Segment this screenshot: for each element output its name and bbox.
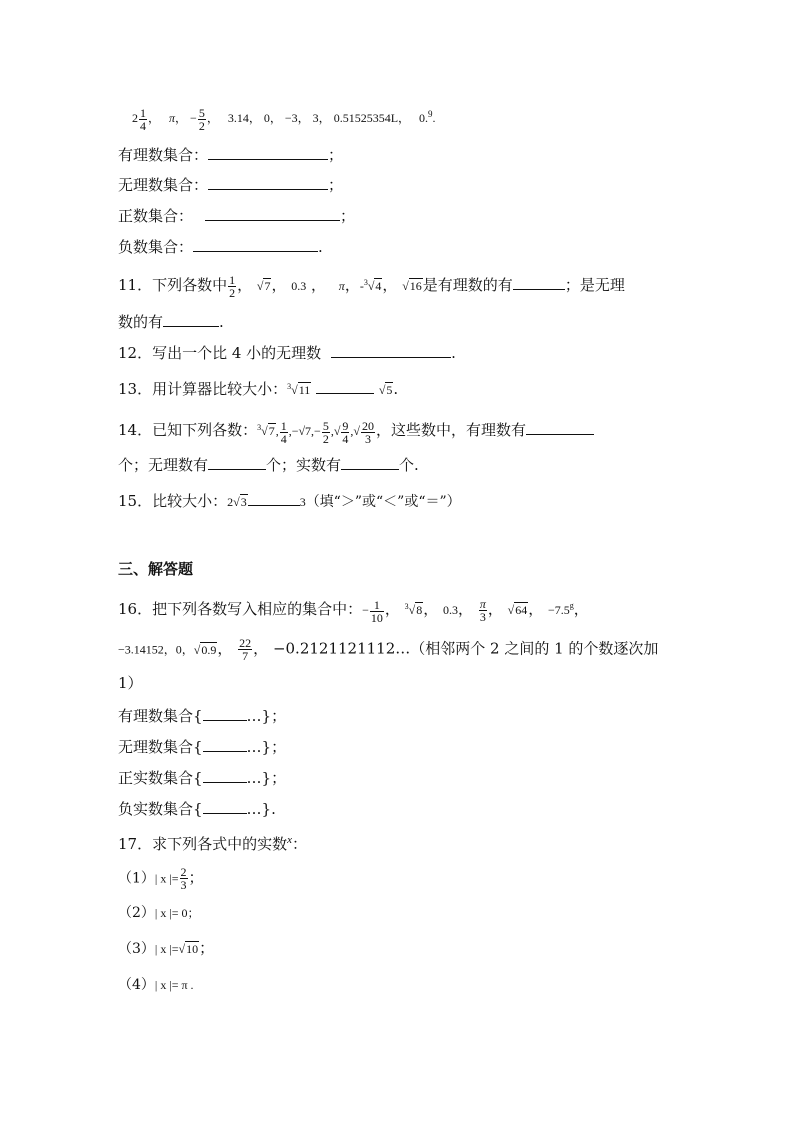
- section-title: 三、解答题: [118, 560, 194, 578]
- question-16-line3: 1）: [118, 674, 143, 692]
- question-14-line2: 个；无理数有 个；实数有 个.: [118, 456, 419, 474]
- set-irrational: 无理数集合{ …}；: [118, 738, 287, 756]
- q17-part1: （1）| x |= $\frac{2}{3}$ ；: [118, 865, 204, 892]
- q10-positive-set: 正数集合： ；: [118, 207, 356, 225]
- q17-part3: （3）| x |=√10；: [118, 939, 215, 957]
- question-17: 17．求下列各式中的实数$^x$：: [118, 834, 307, 853]
- answer-blank[interactable]: [316, 379, 374, 394]
- answer-blank[interactable]: [513, 275, 565, 290]
- answer-blank[interactable]: [203, 799, 247, 814]
- q17-part2: （2）| x |= 0；: [118, 905, 200, 921]
- answer-blank[interactable]: [163, 312, 219, 327]
- question-14: 14．已知下列各数：$^3$√7, $\frac{1}{4}$ ,−√7,− $\frac{5}{2}$ ,√ $\frac{9}{4}$ ,√ $\frac{20}{3}$ ，这些数中，有理数有: [118, 418, 594, 445]
- q10-irrational-set: 无理数集合： ；: [118, 176, 344, 194]
- set-negative: 负实数集合{ …}.: [118, 800, 276, 818]
- set-positive: 正实数集合{ …}；: [118, 769, 287, 787]
- answer-blank[interactable]: [341, 455, 399, 470]
- question-16: 16．把下列各数写入相应的集合中：− $\frac{1}{10}$ ， $^3$√8， 0.3， $\frac{\pi}{3}$ ， √64， −7.5$^g$，: [118, 596, 589, 625]
- question-15: 15．比较大小：2√3 3（填“＞”或“＜”或“＝”）: [118, 492, 461, 510]
- q10-negative-set: 负数集合： .: [118, 238, 323, 256]
- q10-numbers: 2 $\frac{1}{4}$ ， π， − $\frac{5}{2}$ ， 3.14， 0， −3， 3， 0.51525354L， 0.$^9$.: [132, 105, 436, 133]
- answer-blank[interactable]: [208, 175, 328, 190]
- question-13: 13．用计算器比较大小：$^3$√11 √5.: [118, 380, 399, 398]
- answer-blank[interactable]: [208, 145, 328, 160]
- question-12: 12．写出一个比 4 小的无理数 .: [118, 344, 456, 362]
- question-11: 11．下列各数中 $\frac{1}{2}$ ， √7， 0.3 ， π，-$^3$√4， √16是有理数的有 ；是无理: [118, 272, 625, 300]
- answer-blank[interactable]: [248, 491, 300, 506]
- answer-blank[interactable]: [205, 206, 340, 221]
- answer-blank[interactable]: [203, 768, 247, 783]
- question-11-line2: 数的有 .: [118, 313, 224, 331]
- answer-blank[interactable]: [331, 343, 451, 358]
- question-16-line2: −3.14152，0，√0.9， $\frac{22}{7}$ ， −0.2121121112…（相邻两个 2 之间的 1 的个数逐次加: [118, 636, 659, 663]
- q17-part4: （4）| x |= π .: [118, 977, 194, 993]
- answer-blank[interactable]: [203, 737, 247, 752]
- answer-blank[interactable]: [526, 420, 594, 435]
- answer-blank[interactable]: [193, 237, 318, 252]
- answer-blank[interactable]: [203, 706, 247, 721]
- set-rational: 有理数集合{ …}；: [118, 707, 287, 725]
- answer-blank[interactable]: [208, 455, 266, 470]
- q10-rational-set: 有理数集合： ；: [118, 146, 344, 164]
